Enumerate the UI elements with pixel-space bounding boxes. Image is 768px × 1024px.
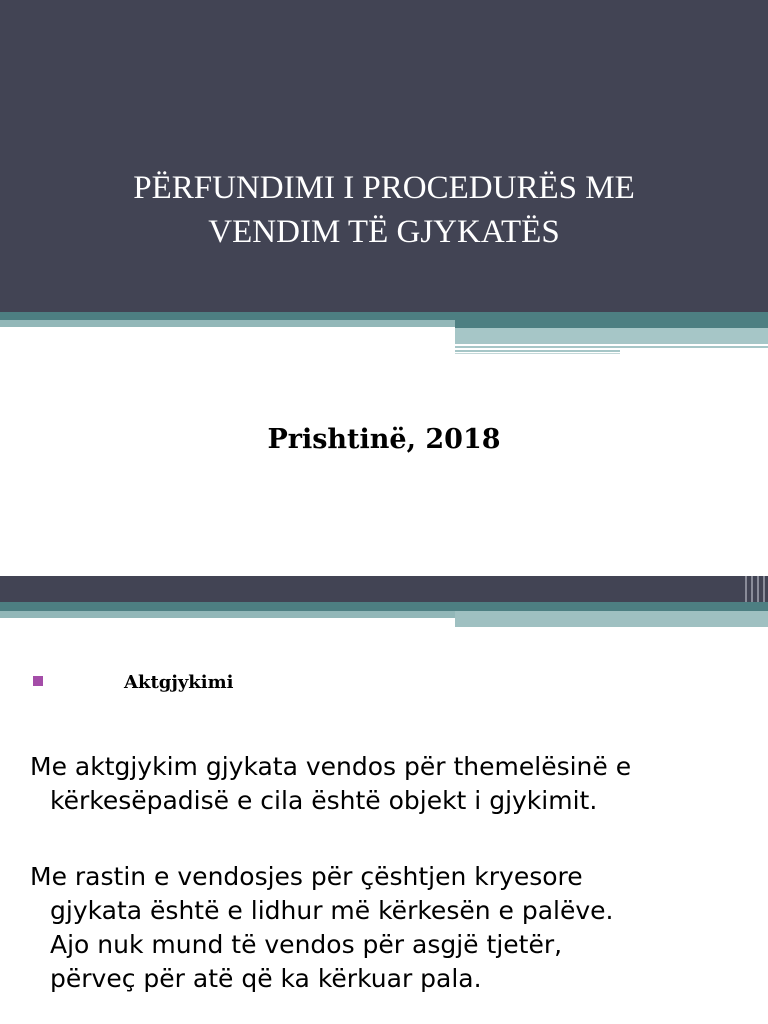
decorative-stripe	[455, 328, 768, 344]
decorative-stripe	[455, 353, 620, 354]
content-header-band	[0, 576, 768, 602]
bullet-label: Aktgjykimi	[124, 672, 234, 693]
paragraph-line: Ajo nuk mund të vendos për asgjë tjetër,	[50, 930, 563, 959]
decorative-stripe	[455, 320, 768, 328]
paragraph-line: kërkesëpadisë e cila është objekt i gjykimit.	[50, 786, 598, 815]
slide-title-line-1: PËRFUNDIMI I PROCEDURËS ME	[133, 170, 635, 206]
decorative-stripe	[0, 312, 768, 320]
decorative-stripe	[455, 350, 620, 352]
slide-title	[40, 166, 728, 254]
paragraph-2	[30, 860, 750, 996]
decorative-stripe	[455, 611, 768, 627]
paragraph-1	[30, 750, 750, 818]
decorative-line	[745, 576, 747, 602]
slide-subtitle: Prishtinë, 2018	[267, 424, 501, 455]
paragraph-line: përveç për atë që ka kërkuar pala.	[50, 964, 482, 993]
decorative-stripe	[0, 611, 455, 618]
paragraph-line: Me rastin e vendosjes për çështjen kryesore	[30, 862, 583, 891]
title-header-band	[0, 0, 768, 312]
square-bullet-icon	[33, 676, 43, 686]
decorative-line	[751, 576, 753, 602]
content-slide	[0, 576, 768, 1024]
decorative-stripe	[0, 602, 768, 611]
decorative-line	[763, 576, 765, 602]
paragraph-line: gjykata është e lidhur më kërkesën e palëve.	[50, 896, 614, 925]
decorative-stripe	[0, 320, 455, 327]
decorative-line	[757, 576, 759, 602]
decorative-stripe	[455, 346, 768, 348]
slide-title-line-2: VENDIM TË GJYKATËS	[208, 214, 560, 250]
paragraph-line: Me aktgjykim gjykata vendos për themelësinë e	[30, 752, 632, 781]
